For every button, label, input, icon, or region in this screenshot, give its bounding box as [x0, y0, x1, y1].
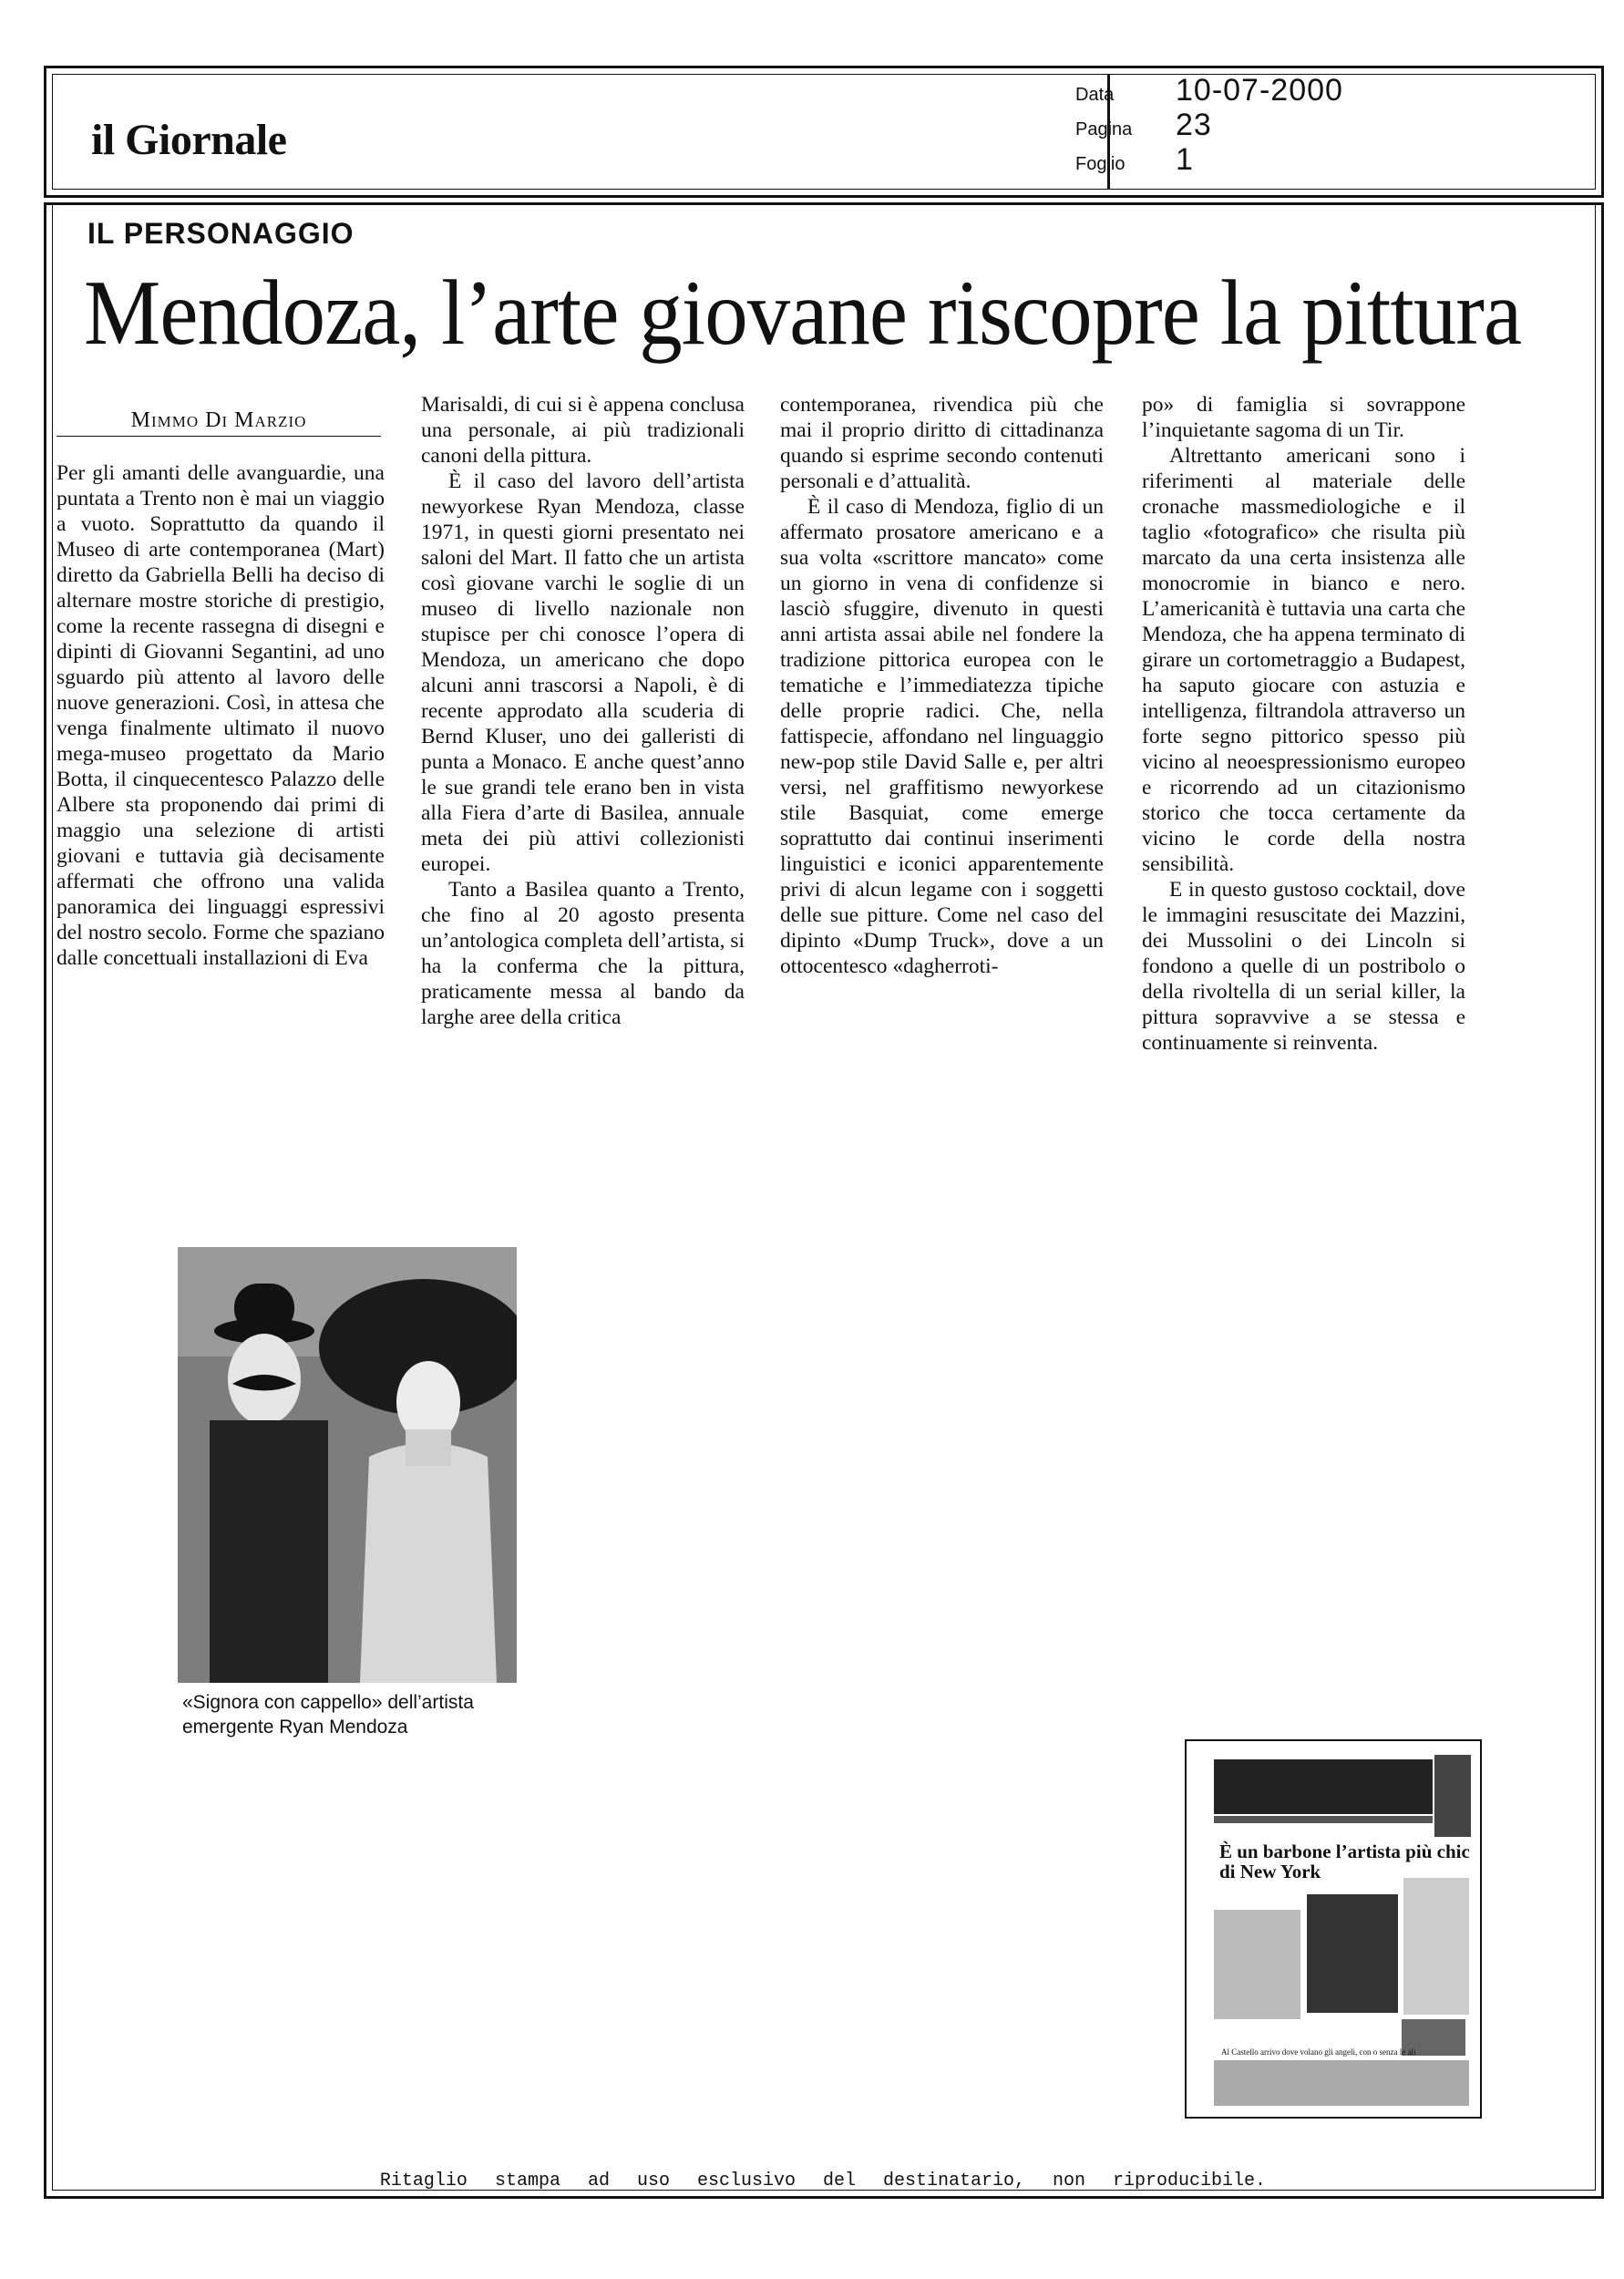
column-3-paragraph: contemporanea, rivendica più che mai il proprio diritto di cittadinanza quando si esprime secondo contenuti personali e d’attualità. [780, 393, 1104, 493]
photo-caption: «Signora con cappello» dell’artista emergente Ryan Mendoza [182, 1692, 474, 1738]
column-3-paragraph: È il caso di Mendoza, figlio di un affermato prosatore americano e a sua volta «scrittore mancato» come un giorno in vena di confidenze si lasciò sfuggire, divenuto in questi anni artista assai abile nel fondere la tradizione pittorica europea con le tematiche e l’immediatezza tipiche delle proprie radici. Che, nella fattispecie, affondano nel linguaggio new-pop stile David Salle e, per altri versi, nel graffitismo newyorkese stile Basquiat, come emerge soprattutto dai continui inserimenti linguistici e iconici apparentemente privi di alcun legame con i soggetti delle sue pitture. Come nel caso del dipinto «Dump Truck», dove a un ottocentesco «dagherroti- [780, 495, 1104, 978]
article-column-2 [421, 392, 745, 1030]
article-column-3 [780, 392, 1104, 979]
article-byline: Mimmo Di Marzio [130, 408, 307, 432]
page-label: Pagina [1075, 119, 1133, 139]
page-row [1075, 108, 1531, 142]
column-4-paragraph: Altrettanto americani sono i riferimenti al materiale delle cronache massmediologiche e il taglio «fotografico» che risulta più marcato da una certa insistenza alle monocromie in bianco e nero. L’americanità è tuttavia una carta che Mendoza, che ha appena terminato di girare un cortometraggio a Budapest, ha saputo giocare con astuzia e intelligenza, filtrandola attraverso un forte segno pittorico spesso più vicino al neoespressionismo europeo e ricorrendo ad un citazionismo storico che tocca certamente da vicino le corde della nostra sensibilità. [1142, 444, 1465, 876]
painting-photo [178, 1247, 517, 1683]
article-column-1 [57, 460, 385, 971]
masthead-box [53, 75, 1110, 189]
column-2-paragraph: Marisaldi, di cui si è appena conclusa una personale, ai più tradizionali canoni della pittura. [421, 393, 745, 468]
reproduction-notice: Ritaglio stampa ad uso esclusivo del destinatario, non riproducibile. [379, 2171, 1267, 2191]
page-thumbnail [1185, 1739, 1482, 2119]
column-4-paragraph: po» di famiglia si sovrappone l’inquietante sagoma di un Tir. [1142, 393, 1465, 442]
sheet-value: 1 [1176, 142, 1194, 177]
thumbnail-layout [1187, 1741, 1480, 2117]
sheet-row [1075, 142, 1531, 177]
clipping-meta [1075, 73, 1531, 177]
column-1-paragraph: Per gli amanti delle avanguardie, una puntata a Trento non è mai un viaggio a vuoto. Soprattutto da quando il Museo di arte contemporanea (Mart) diretto da Gabriella Belli ha deciso di alternare mostre storiche di prestigio, come la recente rassegna di disegni e dipinti di Giovanni Segantini, ad uno sguardo più attento al lavoro delle nuove generazioni. Così, in attesa che venga finalmente ultimato il nuovo mega-museo progettato da Mario Botta, il cinquecentesco Palazzo delle Albere sta proponendo dai primi di maggio una selezione di artisti giovani e tuttavia già decisamente affermati che offrono una valida panoramica dei linguaggi espressivi del nostro secolo. Forme che spaziano dalle concettuali installazioni di Eva [57, 461, 385, 970]
column-2-paragraph: È il caso del lavoro dell’artista newyorkese Ryan Mendoza, classe 1971, in questi giorni presentato nei saloni del Mart. Il fatto che un artista così giovane varchi le soglie di un museo di livello nazionale non stupisce per chi conosce l’opera di Mendoza, un americano che dopo alcuni anni trascorsi a Napoli, è di recente approdato alla scuderia di Bernd Kluser, uno dei galleristi di punta a Monaco. E anche quest’anno le sue grandi tele erano ben in vista alla Fiera d’arte di Basilea, annuale meta dei più attivi collezionisti europei. [421, 469, 745, 876]
thumbnail-footer-line: Al Castello arrivo dove volano gli angeli, con o senza le ali [1221, 2047, 1416, 2057]
column-2-paragraph: Tanto a Basilea quanto a Trento, che fino al 20 agosto presenta un’antologica completa dell’artista, si ha la conferma che la pittura, praticamente messa al bando da larghe aree della critica [421, 878, 745, 1029]
page-value: 23 [1176, 108, 1212, 142]
byline-rule [57, 436, 381, 437]
painting-illustration [178, 1247, 517, 1683]
sheet-label: Foglio [1075, 154, 1125, 174]
article-kicker: IL PERSONAGGIO [87, 217, 355, 250]
article-column-4 [1142, 392, 1465, 1056]
column-4-paragraph: E in questo gustoso cocktail, dove le immagini resuscitate dei Mazzini, dei Mussolini o dei Lincoln si fondono a quelle di un postribolo o della rivoltella di un serial killer, la pittura sopravvive a se stessa e continuamente si reinventa. [1142, 878, 1465, 1055]
date-label: Data [1075, 85, 1115, 105]
newspaper-masthead: il Giornale [91, 116, 287, 164]
thumbnail-headline: È un barbone l’artista più chic di New York [1219, 1841, 1470, 1882]
article-headline: Mendoza, l’arte giovane riscopre la pittura [84, 262, 1522, 365]
date-value: 10-07-2000 [1176, 73, 1343, 108]
date-row [1075, 73, 1531, 108]
